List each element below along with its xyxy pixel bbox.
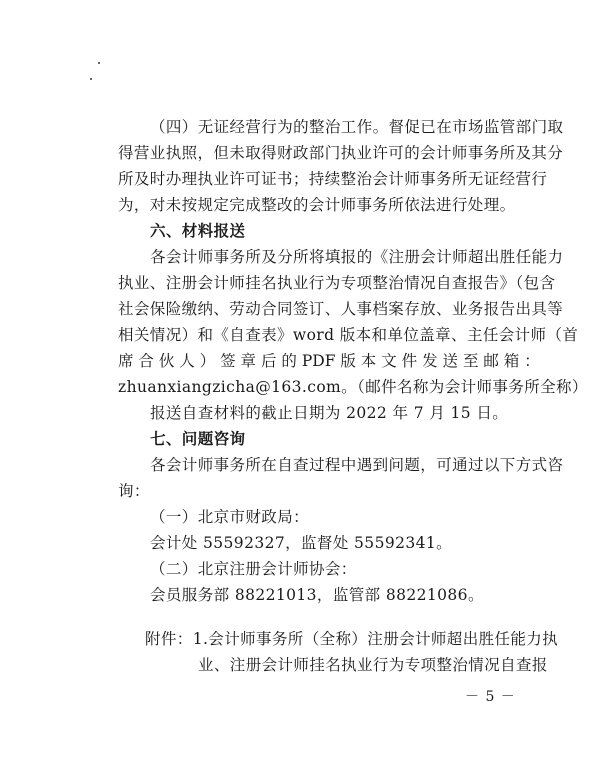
attachment-line: 业、注册会计师挂名执业行为专项整治情况自查报 (198, 656, 548, 674)
paragraph-line: 所及时办理执业许可证书；持续整治会计师事务所无证经营行 (118, 170, 548, 188)
section-heading: 七、问题咨询 (150, 430, 246, 448)
attachment-line: 附件：1.会计师事务所（全称）注册会计师超出胜任能力执 (145, 630, 559, 648)
contact-phones: 会计处 55592327，监督处 55592341。 (150, 534, 453, 552)
scan-mark-2 (90, 78, 92, 80)
paragraph-line: 各会计师事务所在自查过程中遇到问题，可通过以下方式咨 (150, 456, 564, 474)
paragraph-line: 执业、注册会计师挂名执业行为专项整治情况自查报告》（包含 (118, 274, 556, 292)
paragraph-line: （四）无证经营行为的整治工作。督促已在市场监管部门取 (150, 118, 564, 136)
paragraph-line: 社会保险缴纳、劳动合同签订、人事档案存放、业务报告出具等 (118, 300, 564, 318)
scan-mark-1 (98, 62, 100, 64)
paragraph-line: 相关情况）和《自查表》word 版本和单位盖章、主任会计师（首 (118, 326, 579, 344)
page-number: － 5 － (465, 689, 516, 705)
contact-heading: （一）北京市财政局： (150, 508, 310, 526)
contact-heading: （二）北京注册会计师协会： (150, 560, 357, 578)
contact-phones: 会员服务部 88221013，监管部 88221086。 (150, 586, 484, 604)
paragraph-line: 询： (118, 482, 150, 500)
section-heading: 六、材料报送 (150, 222, 246, 240)
paragraph-line: 席 合 伙 人 ） 签 章 后 的 PDF 版 本 文 件 发 送 至 邮 箱 ： (118, 352, 540, 370)
paragraph-line: 为，对未按规定完成整改的会计师事务所依法进行处理。 (118, 196, 516, 214)
paragraph-line: 得营业执照，但未取得财政部门执业许可的会计师事务所及其分 (118, 144, 564, 162)
paragraph-line: 各会计师事务所及分所将填报的《注册会计师超出胜任能力 (150, 248, 564, 266)
email-line: zhuanxiangzicha@163.com。（邮件名称为会计师事务所全称） (118, 378, 588, 396)
paragraph-line: 报送自查材料的截止日期为 2022 年 7 月 15 日。 (150, 404, 509, 422)
